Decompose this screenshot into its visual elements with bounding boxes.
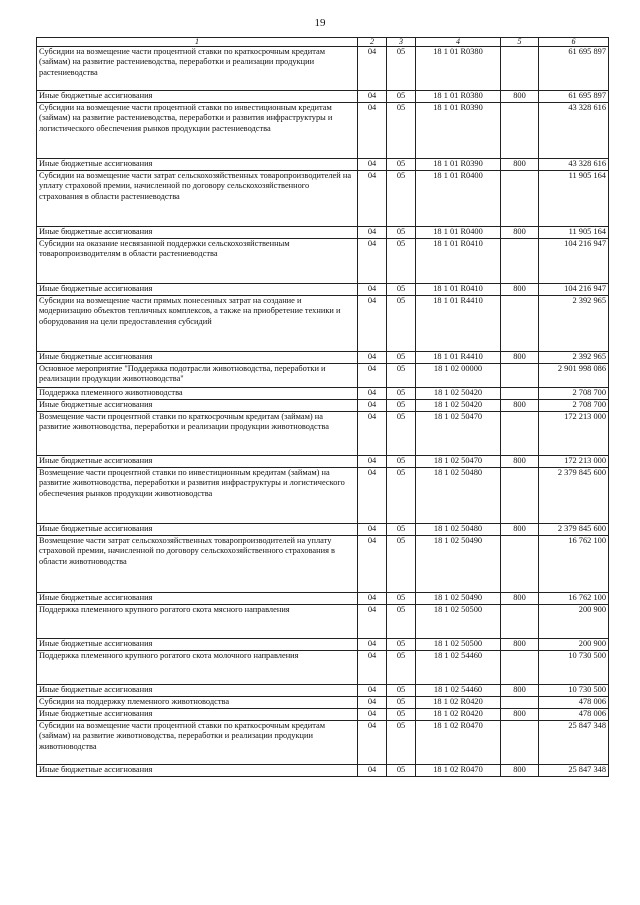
section-cell: 04 [358, 400, 387, 412]
target-article-cell: 18 1 02 R0420 [416, 709, 501, 721]
item-name-cell: Субсидии на оказание несвязанной поддержки сельскохозяйственным товаропроизводителям в области растениеводства [37, 239, 358, 284]
subsection-cell: 05 [387, 721, 416, 765]
section-cell: 04 [358, 765, 387, 777]
expense-type-cell: 800 [501, 352, 539, 364]
section-cell: 04 [358, 651, 387, 685]
expense-type-cell: 800 [501, 456, 539, 468]
target-article-cell: 18 1 02 54460 [416, 651, 501, 685]
section-cell: 04 [358, 605, 387, 639]
table-row [37, 296, 609, 352]
amount-cell: 11 905 164 [539, 171, 609, 227]
amount-cell: 104 216 947 [539, 239, 609, 284]
subsection-cell: 05 [387, 171, 416, 227]
table-row [37, 171, 609, 227]
page-number: 19 [314, 17, 326, 29]
item-name-cell: Субсидии на возмещение части прямых понесенных затрат на создание и модернизацию объектов тепличных комплексов, а также на приобретение техники и оборудования на цели предоставления субсидий [37, 296, 358, 352]
amount-cell: 478 006 [539, 709, 609, 721]
subsection-cell: 05 [387, 651, 416, 685]
header-col-2: 2 [358, 38, 387, 47]
item-name-cell: Иные бюджетные ассигнования [37, 159, 358, 171]
table-row [37, 709, 609, 721]
table-row [37, 721, 609, 765]
expense-type-cell: 800 [501, 284, 539, 296]
expense-type-cell: 800 [501, 765, 539, 777]
item-name-cell: Возмещение части процентной ставки по краткосрочным кредитам (займам) на развитие животноводства, переработки и реализации продукции животноводства [37, 412, 358, 456]
subsection-cell: 05 [387, 47, 416, 91]
section-cell: 04 [358, 536, 387, 593]
item-name-cell: Иные бюджетные ассигнования [37, 456, 358, 468]
table-row [37, 91, 609, 103]
target-article-cell: 18 1 02 R0420 [416, 697, 501, 709]
item-name-cell: Иные бюджетные ассигнования [37, 352, 358, 364]
amount-cell: 172 213 000 [539, 412, 609, 456]
section-cell: 04 [358, 239, 387, 284]
section-cell: 04 [358, 412, 387, 456]
item-name-cell: Иные бюджетные ассигнования [37, 284, 358, 296]
target-article-cell: 18 1 01 R0410 [416, 284, 501, 296]
header-col-6: 6 [539, 38, 609, 47]
target-article-cell: 18 1 01 R4410 [416, 296, 501, 352]
table-row [37, 651, 609, 685]
table-row [37, 524, 609, 536]
table-row [37, 593, 609, 605]
table-row [37, 47, 609, 91]
target-article-cell: 18 1 02 50480 [416, 468, 501, 524]
table-row [37, 159, 609, 171]
item-name-cell: Возмещение части затрат сельскохозяйственных товаропроизводителей на уплату страховой премии, начисленной по договору сельскохозяйственного страхования в области животноводства [37, 536, 358, 593]
section-cell: 04 [358, 91, 387, 103]
expense-type-cell [501, 47, 539, 91]
expense-type-cell [501, 605, 539, 639]
item-name-cell: Иные бюджетные ассигнования [37, 593, 358, 605]
amount-cell: 2 379 845 600 [539, 468, 609, 524]
item-name-cell: Иные бюджетные ассигнования [37, 765, 358, 777]
table-row [37, 456, 609, 468]
target-article-cell: 18 1 01 R0380 [416, 47, 501, 91]
amount-cell: 61 695 897 [539, 91, 609, 103]
item-name-cell: Иные бюджетные ассигнования [37, 639, 358, 651]
target-article-cell: 18 1 01 R0390 [416, 159, 501, 171]
expense-type-cell [501, 721, 539, 765]
section-cell: 04 [358, 296, 387, 352]
target-article-cell: 18 1 01 R0380 [416, 91, 501, 103]
target-article-cell: 18 1 01 R4410 [416, 352, 501, 364]
expense-type-cell [501, 651, 539, 685]
expense-type-cell [501, 697, 539, 709]
item-name-cell: Поддержка племенного животноводства [37, 388, 358, 400]
amount-cell: 16 762 100 [539, 593, 609, 605]
amount-cell: 2 901 998 086 [539, 364, 609, 388]
expense-type-cell [501, 239, 539, 284]
amount-cell: 2 708 700 [539, 388, 609, 400]
expense-type-cell [501, 468, 539, 524]
section-cell: 04 [358, 639, 387, 651]
expense-type-cell [501, 103, 539, 159]
subsection-cell: 05 [387, 536, 416, 593]
section-cell: 04 [358, 284, 387, 296]
target-article-cell: 18 1 02 50420 [416, 400, 501, 412]
target-article-cell: 18 1 02 00000 [416, 364, 501, 388]
target-article-cell: 18 1 02 50490 [416, 536, 501, 593]
target-article-cell: 18 1 01 R0390 [416, 103, 501, 159]
item-name-cell: Возмещение части процентной ставки по инвестиционным кредитам (займам) на развитие животноводства, переработки и развития инфраструктуры и логистического обеспечения рынков продукции животноводства [37, 468, 358, 524]
section-cell: 04 [358, 388, 387, 400]
amount-cell: 104 216 947 [539, 284, 609, 296]
target-article-cell: 18 1 02 50470 [416, 412, 501, 456]
table-row [37, 605, 609, 639]
header-col-4: 4 [416, 38, 501, 47]
subsection-cell: 05 [387, 296, 416, 352]
expense-type-cell: 800 [501, 593, 539, 605]
amount-cell: 200 900 [539, 605, 609, 639]
subsection-cell: 05 [387, 284, 416, 296]
expense-type-cell [501, 388, 539, 400]
target-article-cell: 18 1 02 R0470 [416, 721, 501, 765]
section-cell: 04 [358, 364, 387, 388]
target-article-cell: 18 1 01 R0400 [416, 227, 501, 239]
amount-cell: 43 328 616 [539, 159, 609, 171]
expense-type-cell: 800 [501, 685, 539, 697]
amount-cell: 25 847 348 [539, 721, 609, 765]
table-row [37, 685, 609, 697]
subsection-cell: 05 [387, 239, 416, 284]
section-cell: 04 [358, 47, 387, 91]
section-cell: 04 [358, 709, 387, 721]
section-cell: 04 [358, 685, 387, 697]
subsection-cell: 05 [387, 468, 416, 524]
expense-type-cell [501, 536, 539, 593]
table-row [37, 536, 609, 593]
section-cell: 04 [358, 697, 387, 709]
amount-cell: 25 847 348 [539, 765, 609, 777]
amount-cell: 172 213 000 [539, 456, 609, 468]
subsection-cell: 05 [387, 364, 416, 388]
header-row [37, 38, 609, 47]
expense-type-cell [501, 296, 539, 352]
item-name-cell: Иные бюджетные ассигнования [37, 400, 358, 412]
header-col-1: 1 [37, 38, 358, 47]
subsection-cell: 05 [387, 159, 416, 171]
expense-type-cell [501, 412, 539, 456]
section-cell: 04 [358, 159, 387, 171]
item-name-cell: Субсидии на возмещение части затрат сельскохозяйственных товаропроизводителей на уплату страховой премии, начисленной по договору сельскохозяйственного страхования в области растениеводства [37, 171, 358, 227]
expense-type-cell [501, 171, 539, 227]
section-cell: 04 [358, 227, 387, 239]
subsection-cell: 05 [387, 593, 416, 605]
subsection-cell: 05 [387, 685, 416, 697]
item-name-cell: Субсидии на возмещение части процентной ставки по краткосрочным кредитам (займам) на развитие животноводства, переработки и реализации продукции животноводства [37, 721, 358, 765]
subsection-cell: 05 [387, 412, 416, 456]
target-article-cell: 18 1 02 50420 [416, 388, 501, 400]
subsection-cell: 05 [387, 103, 416, 159]
subsection-cell: 05 [387, 352, 416, 364]
subsection-cell: 05 [387, 697, 416, 709]
target-article-cell: 18 1 02 50470 [416, 456, 501, 468]
table-row [37, 227, 609, 239]
table-row [37, 352, 609, 364]
amount-cell: 61 695 897 [539, 47, 609, 91]
subsection-cell: 05 [387, 709, 416, 721]
amount-cell: 2 379 845 600 [539, 524, 609, 536]
expense-type-cell: 800 [501, 400, 539, 412]
table-row [37, 765, 609, 777]
amount-cell: 16 762 100 [539, 536, 609, 593]
section-cell: 04 [358, 468, 387, 524]
subsection-cell: 05 [387, 765, 416, 777]
item-name-cell: Поддержка племенного крупного рогатого скота молочного направления [37, 651, 358, 685]
table-row [37, 400, 609, 412]
item-name-cell: Субсидии на возмещение части процентной ставки по краткосрочным кредитам (займам) на развитие растениеводства, переработки и реализации продукции растениеводства [37, 47, 358, 91]
target-article-cell: 18 1 02 54460 [416, 685, 501, 697]
item-name-cell: Иные бюджетные ассигнования [37, 91, 358, 103]
subsection-cell: 05 [387, 227, 416, 239]
expense-type-cell: 800 [501, 91, 539, 103]
section-cell: 04 [358, 721, 387, 765]
expense-type-cell: 800 [501, 709, 539, 721]
subsection-cell: 05 [387, 91, 416, 103]
budget-table [36, 37, 609, 777]
amount-cell: 2 392 965 [539, 296, 609, 352]
item-name-cell: Иные бюджетные ассигнования [37, 227, 358, 239]
header-col-5: 5 [501, 38, 539, 47]
subsection-cell: 05 [387, 400, 416, 412]
amount-cell: 10 730 500 [539, 651, 609, 685]
item-name-cell: Иные бюджетные ассигнования [37, 709, 358, 721]
section-cell: 04 [358, 171, 387, 227]
expense-type-cell [501, 364, 539, 388]
table-row [37, 284, 609, 296]
item-name-cell: Иные бюджетные ассигнования [37, 685, 358, 697]
target-article-cell: 18 1 01 R0410 [416, 239, 501, 284]
table-row [37, 388, 609, 400]
table-row [37, 468, 609, 524]
subsection-cell: 05 [387, 524, 416, 536]
section-cell: 04 [358, 352, 387, 364]
target-article-cell: 18 1 02 50500 [416, 639, 501, 651]
subsection-cell: 05 [387, 605, 416, 639]
amount-cell: 43 328 616 [539, 103, 609, 159]
section-cell: 04 [358, 456, 387, 468]
subsection-cell: 05 [387, 639, 416, 651]
subsection-cell: 05 [387, 388, 416, 400]
table-row [37, 239, 609, 284]
table-row [37, 639, 609, 651]
item-name-cell: Поддержка племенного крупного рогатого скота мясного направления [37, 605, 358, 639]
amount-cell: 200 900 [539, 639, 609, 651]
target-article-cell: 18 1 02 50480 [416, 524, 501, 536]
header-col-3: 3 [387, 38, 416, 47]
table-row [37, 364, 609, 388]
table-row [37, 412, 609, 456]
section-cell: 04 [358, 593, 387, 605]
item-name-cell: Иные бюджетные ассигнования [37, 524, 358, 536]
table-row [37, 103, 609, 159]
amount-cell: 478 006 [539, 697, 609, 709]
item-name-cell: Основное мероприятие "Поддержка подотрасли животноводства, переработки и реализации продукции животноводства" [37, 364, 358, 388]
expense-type-cell: 800 [501, 639, 539, 651]
item-name-cell: Субсидии на возмещение части процентной ставки по инвестиционным кредитам (займам) на развитие растениеводства, переработки и развития инфраструктуры и логистического обеспечения рынков продукции растениеводства [37, 103, 358, 159]
section-cell: 04 [358, 103, 387, 159]
expense-type-cell: 800 [501, 227, 539, 239]
target-article-cell: 18 1 02 50490 [416, 593, 501, 605]
amount-cell: 2 708 700 [539, 400, 609, 412]
expense-type-cell: 800 [501, 524, 539, 536]
target-article-cell: 18 1 02 R0470 [416, 765, 501, 777]
expense-type-cell: 800 [501, 159, 539, 171]
amount-cell: 2 392 965 [539, 352, 609, 364]
subsection-cell: 05 [387, 456, 416, 468]
table-body [37, 47, 609, 777]
item-name-cell: Субсидии на поддержку племенного животноводства [37, 697, 358, 709]
amount-cell: 11 905 164 [539, 227, 609, 239]
section-cell: 04 [358, 524, 387, 536]
amount-cell: 10 730 500 [539, 685, 609, 697]
target-article-cell: 18 1 01 R0400 [416, 171, 501, 227]
table-row [37, 697, 609, 709]
target-article-cell: 18 1 02 50500 [416, 605, 501, 639]
